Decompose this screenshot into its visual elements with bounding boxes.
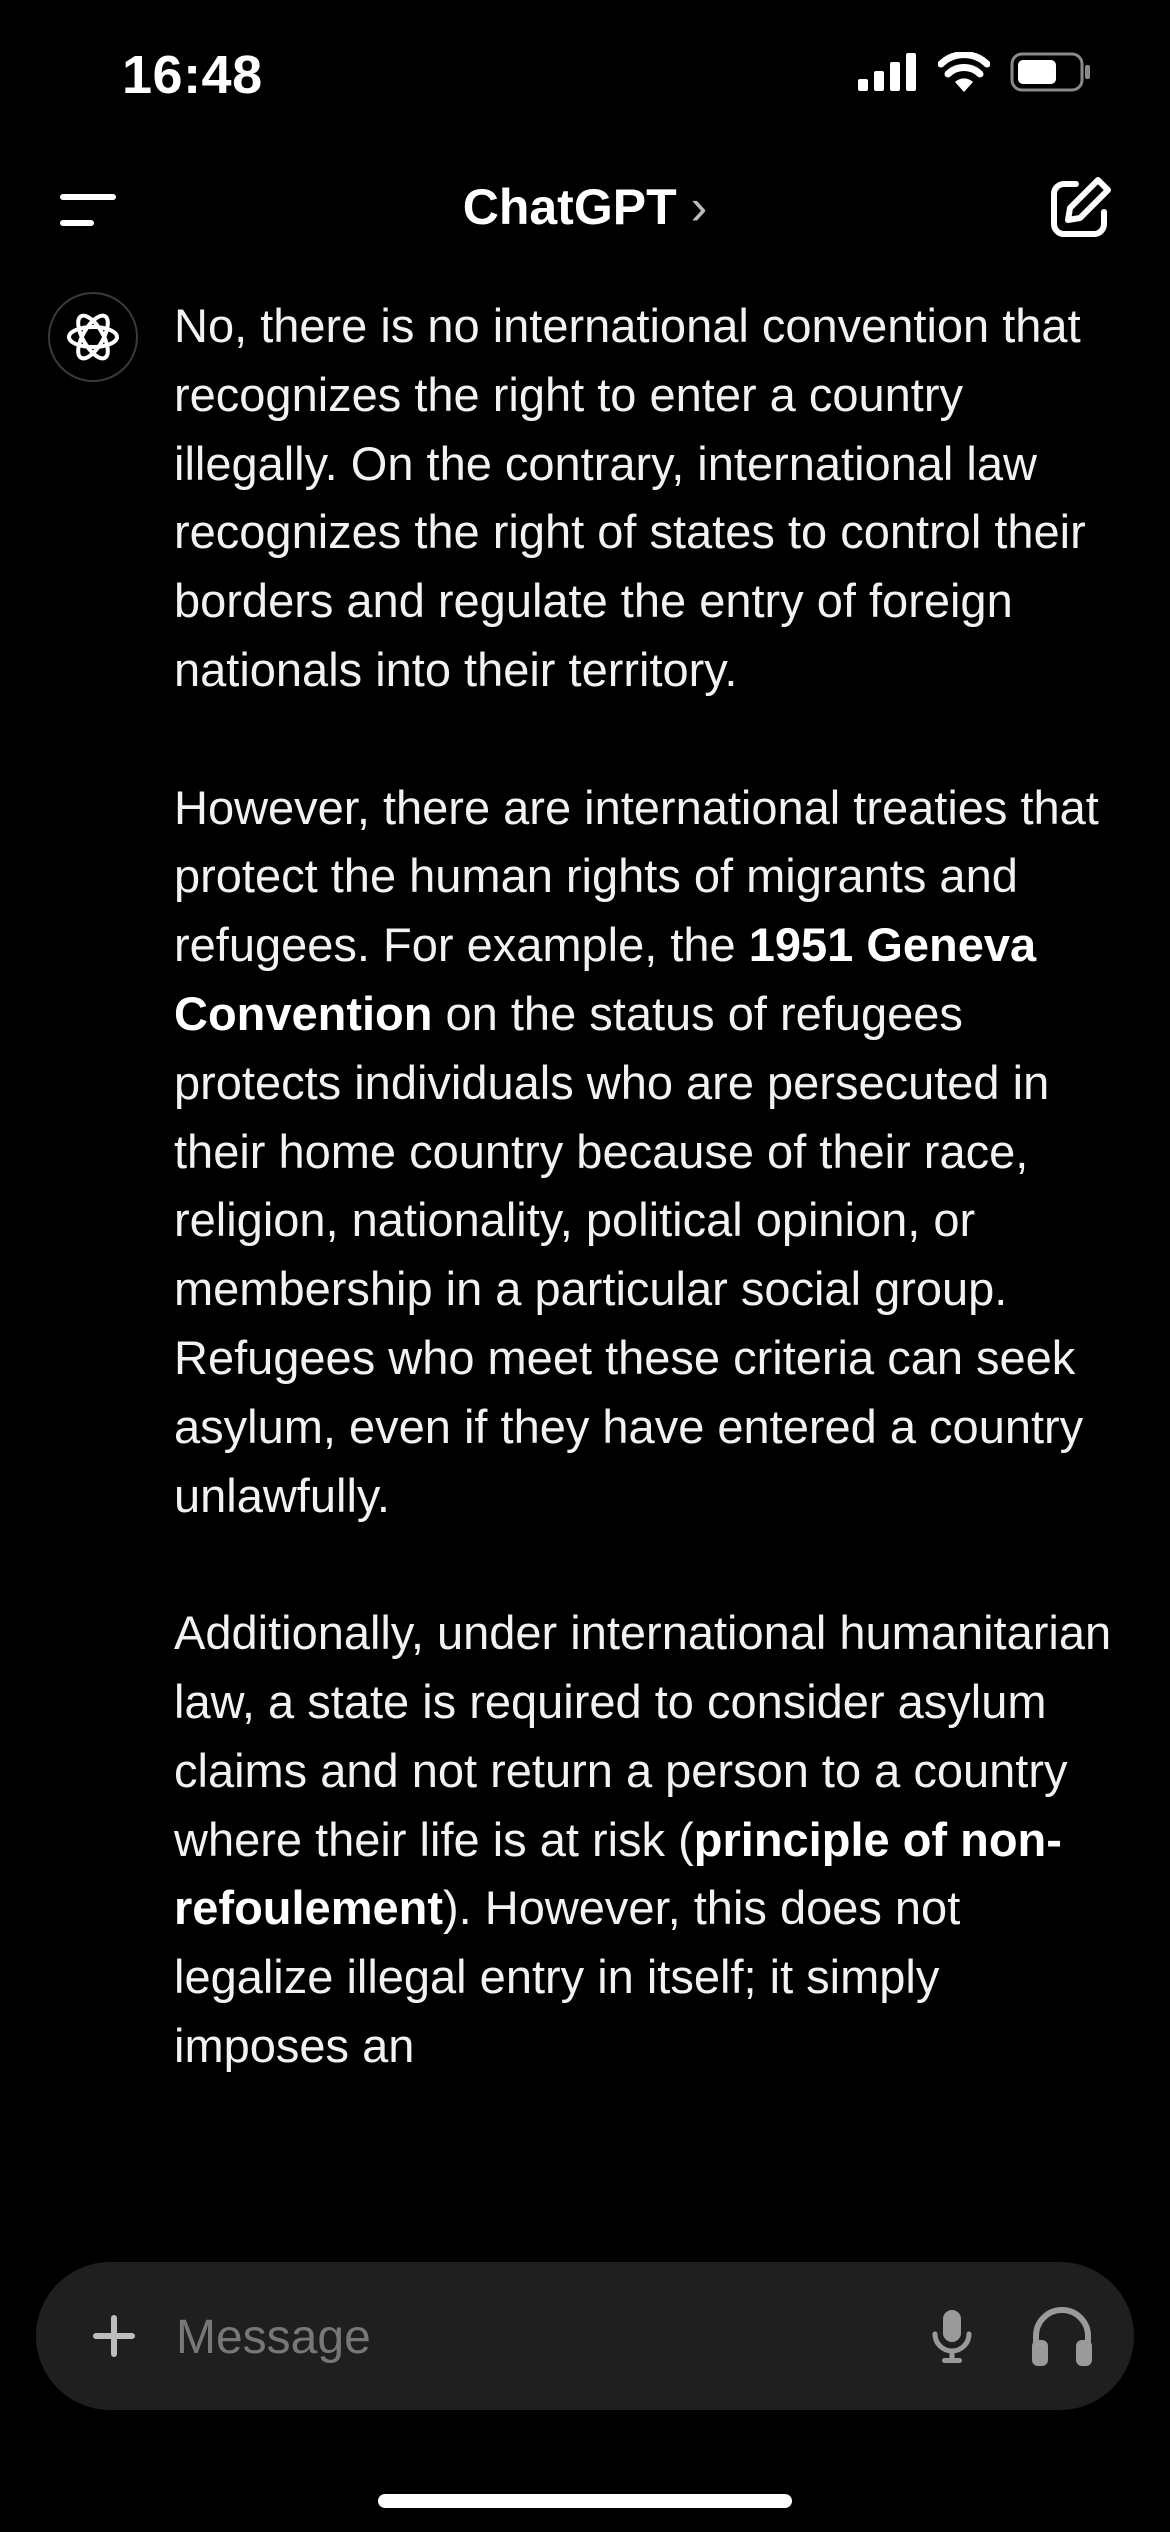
page-title: ChatGPT: [462, 179, 677, 235]
voice-mode-button[interactable]: [1018, 2292, 1106, 2380]
dictate-button[interactable]: [912, 2296, 992, 2376]
microphone-icon: [930, 2308, 974, 2364]
home-indicator: [378, 2494, 792, 2508]
new-chat-button[interactable]: [1046, 174, 1114, 242]
openai-logo-icon: [63, 307, 123, 367]
plus-icon: [91, 2313, 137, 2359]
message-paragraph-3: Additionally, under international humanitarian law, a state is required to consider asylum claims and not return a person to a country where their life is at risk (principle of non-refoulement). However, this does not legalize illegal entry in itself; it simply imposes an: [174, 1606, 1112, 2072]
message-paragraph-2: However, there are international treaties that protect the human rights of migrants and refugees. For example, the 1951 Geneva Convention on the status of refugees protects individuals who are persecuted in their home country because of their race, religion, nationality, political opinion, or membership in a particular social group. Refugees who meet these criteria can seek asylum, even if they have entered a country unlawfully.: [174, 780, 1099, 1522]
new-chat-icon: [1046, 174, 1114, 242]
status-time: 16:48: [122, 45, 263, 105]
cellular-signal-icon: [858, 53, 918, 91]
message-input[interactable]: [174, 2290, 878, 2384]
attach-button[interactable]: [76, 2298, 152, 2374]
bold-text: 1951 Geneva Convention: [174, 918, 1037, 1040]
chevron-right-icon: ›: [690, 179, 708, 235]
assistant-message: [174, 292, 1114, 2150]
assistant-avatar: [48, 292, 138, 382]
message-paragraph-1: No, there is no international convention that recognizes the right to enter a country illegally. On the contrary, international law recognizes the right of states to control their borders and regulate the entry of foreign nationals into their territory.: [174, 299, 1086, 696]
battery-icon: [1010, 52, 1092, 92]
status-bar: [0, 0, 1170, 150]
bold-text: principle of non-refoulement: [174, 1812, 1062, 1935]
chat-header: [0, 160, 1170, 260]
status-icons: [858, 52, 1092, 92]
headphones-icon: [1028, 2304, 1096, 2368]
wifi-icon: [938, 52, 990, 92]
message-composer: [36, 2262, 1134, 2410]
model-selector[interactable]: [0, 178, 1170, 236]
